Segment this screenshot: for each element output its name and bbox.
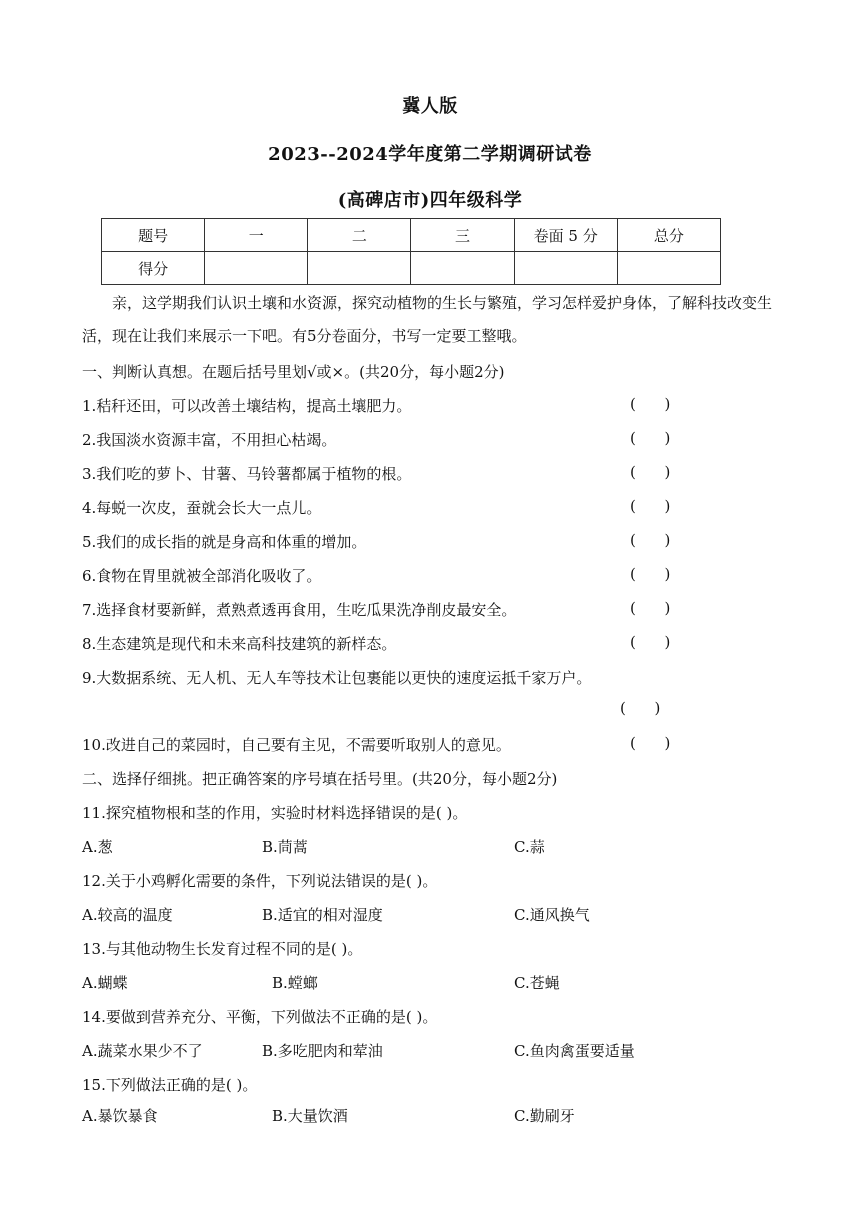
answer-parens: ( ) (630, 599, 671, 617)
answer-parens: ( ) (630, 531, 671, 549)
choice-option-a: A.较高的温度 (82, 906, 173, 924)
score-table-cell: 总分 (617, 219, 720, 252)
choice-option-c: C.蒜 (514, 838, 545, 856)
score-table-cell (411, 252, 514, 285)
judge-item: 2.我国淡水资源丰富，不用担心枯竭。 (82, 431, 337, 449)
choice-option-b: B.大量饮酒 (272, 1107, 348, 1125)
choice-option-b: B.螳螂 (272, 974, 318, 992)
answer-parens: ( ) (630, 463, 671, 481)
score-table-header-row (102, 219, 721, 252)
score-table-cell: 卷面 5 分 (514, 219, 617, 252)
answer-parens: ( ) (630, 395, 671, 413)
judge-item: 1.秸秆还田，可以改善土壤结构，提高土壤肥力。 (82, 397, 412, 415)
choice-option-c: C.通风换气 (514, 906, 590, 924)
choice-option-a: A.蝴蝶 (82, 974, 128, 992)
section2-heading: 二、选择仔细挑。把正确答案的序号填在括号里。(共20分，每小题2分) (82, 770, 558, 788)
exam-subtitle: (高碑店市)四年级科学 (337, 190, 523, 211)
judge-item: 10.改进自己的菜园时，自己要有主见，不需要听取别人的意见。 (82, 736, 511, 754)
answer-parens: ( ) (630, 734, 671, 752)
section1-heading: 一、判断认真想。在题后括号里划√或×。(共20分，每小题2分) (82, 363, 505, 381)
choice-option-b: B.多吃肥肉和荤油 (262, 1042, 383, 1060)
choice-option-a: A.暴饮暴食 (82, 1107, 158, 1125)
judge-item: 3.我们吃的萝卜、甘薯、马铃薯都属于植物的根。 (82, 465, 412, 483)
judge-item: 6.食物在胃里就被全部消化吸收了。 (82, 567, 322, 585)
answer-parens: ( ) (620, 699, 661, 717)
score-table-cell: 三 (411, 219, 514, 252)
score-table-cell (205, 252, 308, 285)
score-table-cell: 一 (205, 219, 308, 252)
choice-option-c: C.苍蝇 (514, 974, 560, 992)
intro-paragraph: 亲，这学期我们认识土壤和水资源，探究动植物的生长与繁殖，学习怎样爱护身体，了解科技改变生活，现在让我们来展示一下吧。有5分卷面分，书写一定要工整哦。 (82, 294, 773, 345)
choice-question: 12.关于小鸡孵化需要的条件，下列说法错误的是( )。 (82, 872, 438, 890)
choice-option-b: B.茼蒿 (262, 838, 308, 856)
score-table-cell: 二 (308, 219, 411, 252)
answer-parens: ( ) (630, 497, 671, 515)
choice-question: 11.探究植物根和茎的作用，实验时材料选择错误的是( )。 (82, 804, 468, 822)
choice-option-b: B.适宜的相对湿度 (262, 906, 383, 924)
judge-item: 5.我们的成长指的就是身高和体重的增加。 (82, 533, 367, 551)
score-table-cell: 得分 (102, 252, 205, 285)
choice-option-c: C.勤刷牙 (514, 1107, 575, 1125)
choice-option-a: A.蔬菜水果少不了 (82, 1042, 203, 1060)
choice-question: 13.与其他动物生长发育过程不同的是( )。 (82, 940, 363, 958)
score-table-cell (514, 252, 617, 285)
judge-item: 9.大数据系统、无人机、无人车等技术让包裹能以更快的速度运抵千家万户。 (82, 669, 592, 687)
choice-option-a: A.葱 (82, 838, 113, 856)
exam-title: 2023--2024学年度第二学期调研试卷 (268, 144, 592, 165)
score-table-cell: 题号 (102, 219, 205, 252)
score-table (101, 218, 721, 285)
answer-parens: ( ) (630, 429, 671, 447)
choice-option-c: C.鱼肉禽蛋要适量 (514, 1042, 635, 1060)
judge-item: 7.选择食材要新鲜，煮熟煮透再食用，生吃瓜果洗净削皮最安全。 (82, 601, 517, 619)
answer-parens: ( ) (630, 633, 671, 651)
publisher-title: 冀人版 (402, 96, 458, 117)
score-table-score-row (102, 252, 721, 285)
score-table-cell (617, 252, 720, 285)
choice-question: 15.下列做法正确的是( )。 (82, 1076, 258, 1094)
judge-item: 8.生态建筑是现代和未来高科技建筑的新样态。 (82, 635, 397, 653)
choice-question: 14.要做到营养充分、平衡，下列做法不正确的是( )。 (82, 1008, 438, 1026)
judge-item: 4.每蜕一次皮，蚕就会长大一点儿。 (82, 499, 322, 517)
score-table-cell (308, 252, 411, 285)
answer-parens: ( ) (630, 565, 671, 583)
